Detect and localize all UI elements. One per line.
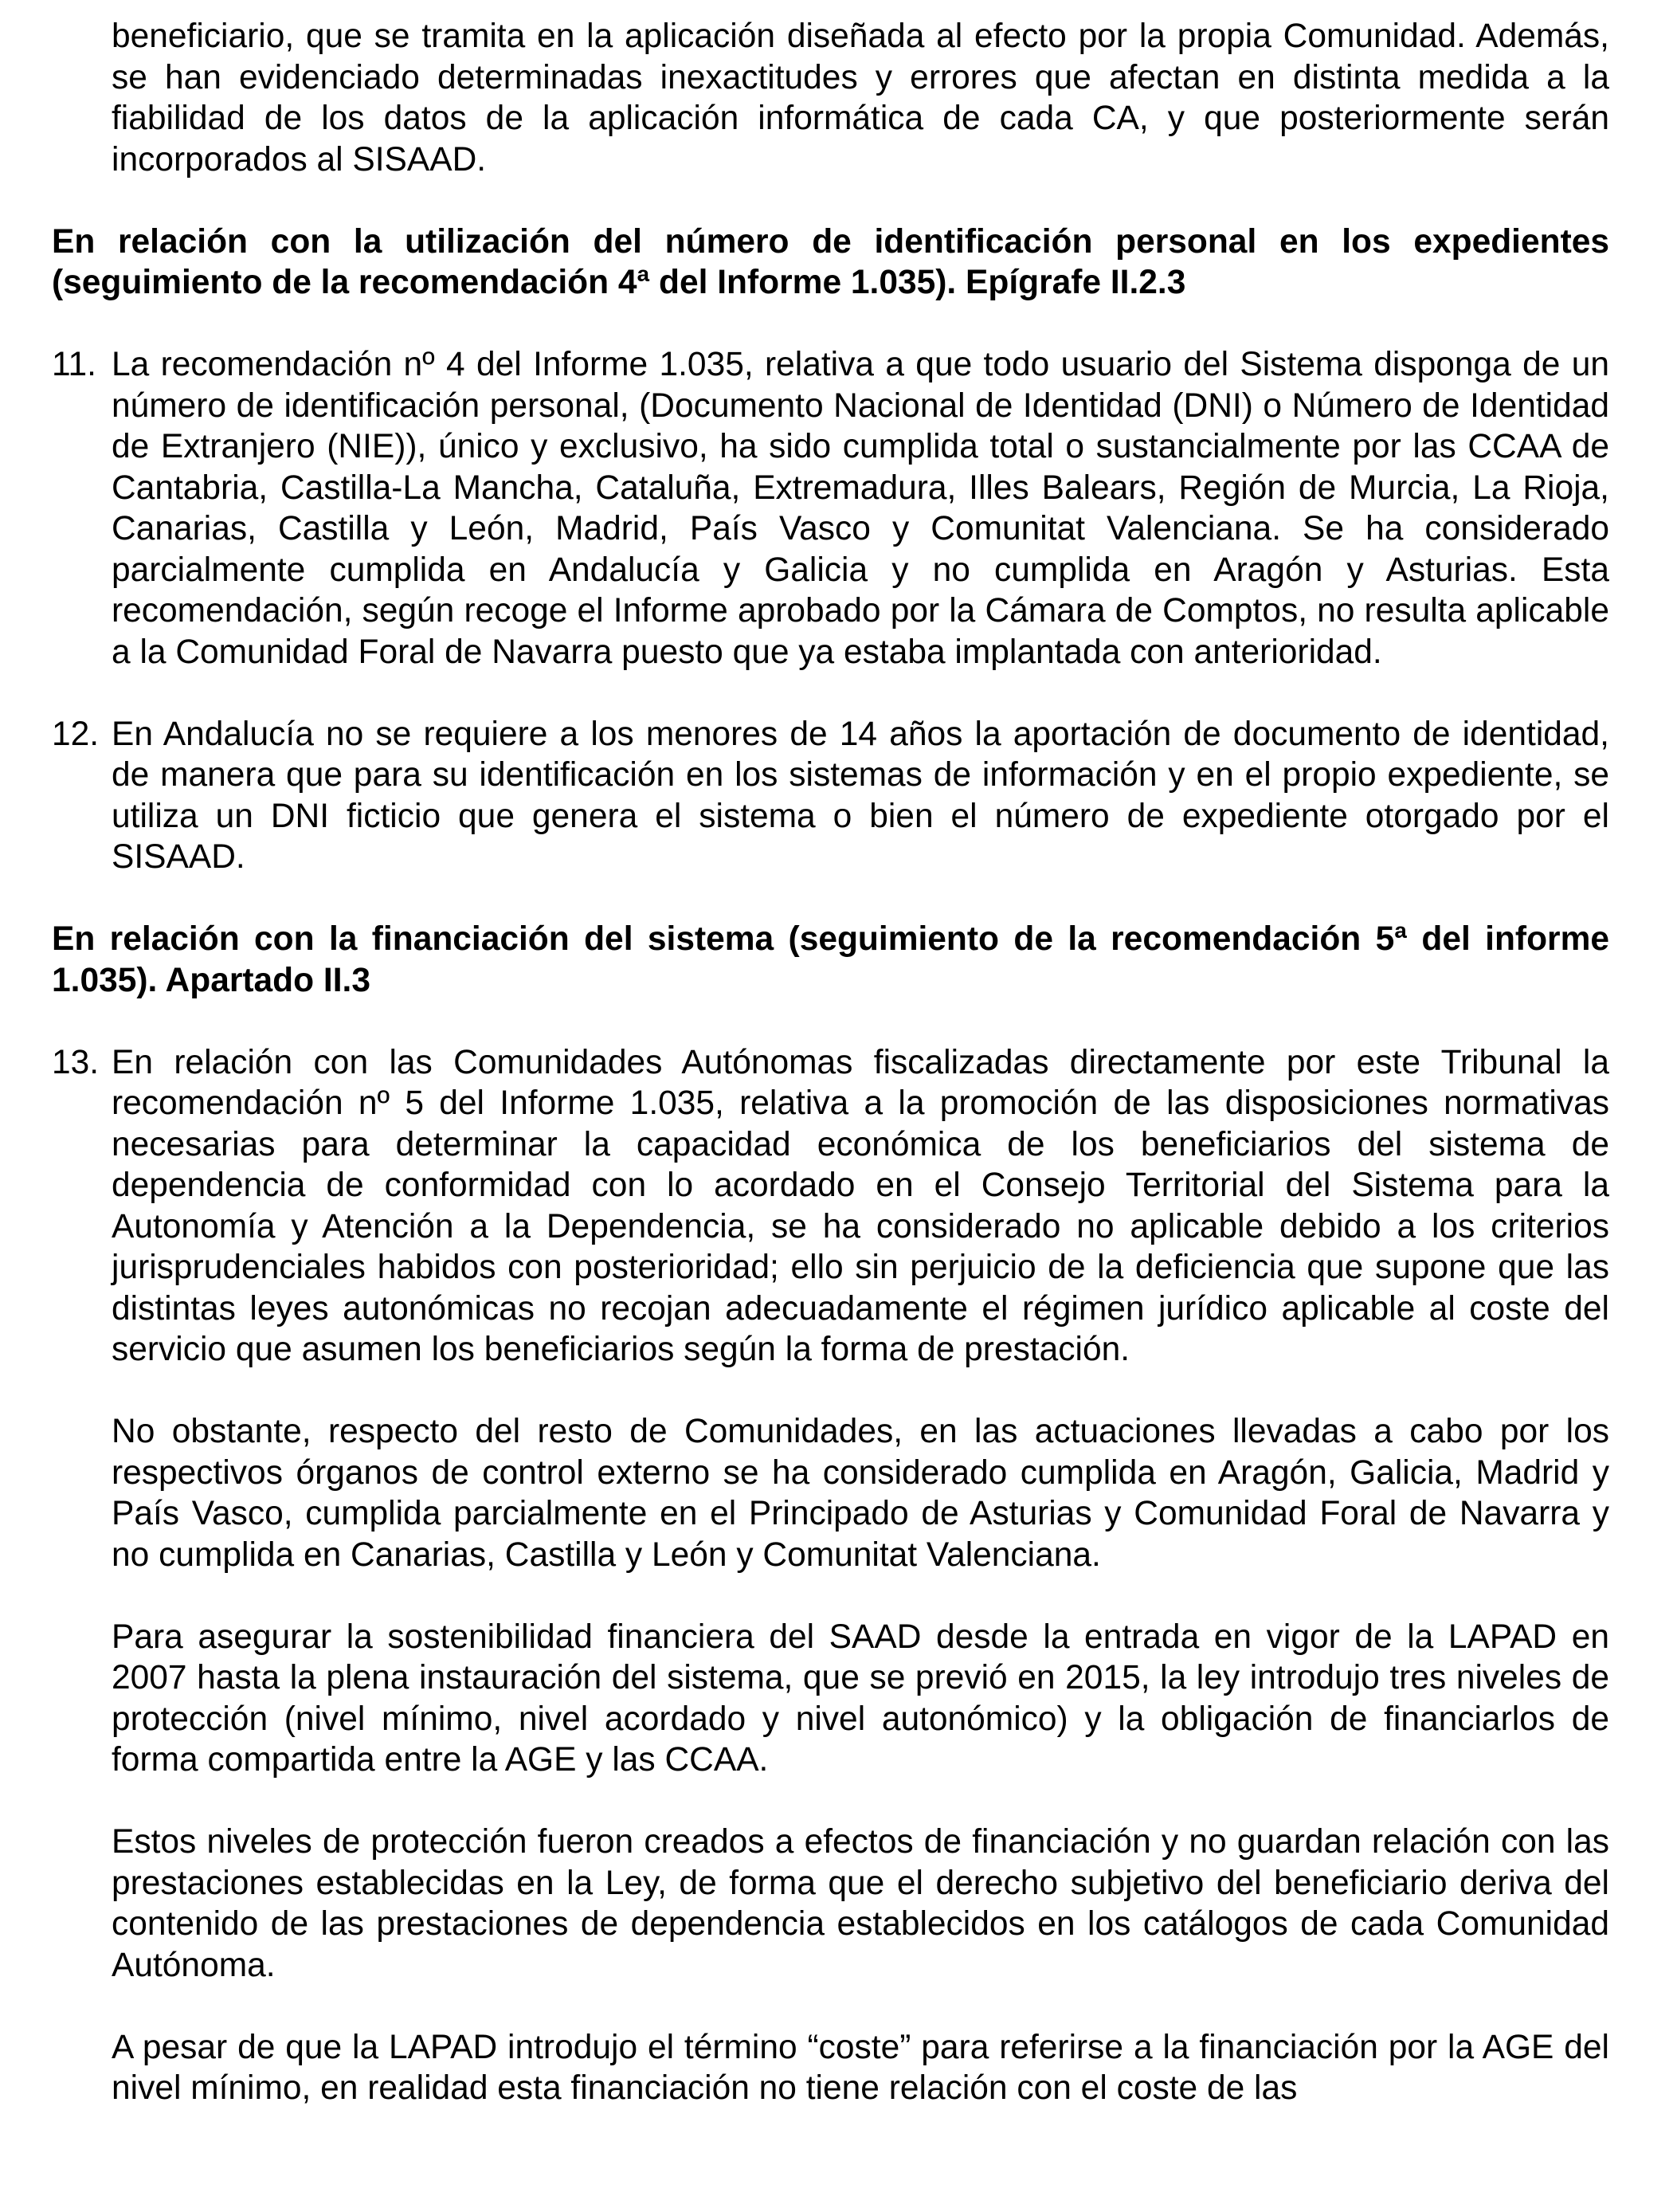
item-number: 12. xyxy=(52,715,100,753)
spacer xyxy=(52,1781,1609,1822)
spacer xyxy=(52,1001,1609,1042)
item-text: La recomendación nº 4 del Informe 1.035, relativa a que todo usuario del Sistema disponga de un número de identificación personal, (Documento Nacional de Identidad (DNI) o Número de Identidad de Extranjero (NIE)), único y exclusivo, ha sido cumplida total o sustancialmente por las CCAA de Cantabria, Castilla-La Mancha, Cataluña, Extremadura, Illes Balears, Región de Murcia, La Rioja, Canarias, Castilla y León, Madrid, País Vasco y Comunitat Valenciana. Se ha considerado parcialmente cumplida en Andalucía y Galicia y no cumplida en Aragón y Asturias. Esta recomendación, según recoge el Informe aprobado por la Cámara de Comptos, no resulta aplicable a la Comunidad Foral de Navarra puesto que ya estaba implantada con anterioridad. xyxy=(112,346,1609,671)
spacer xyxy=(52,673,1609,714)
spacer xyxy=(52,180,1609,222)
item-number: 11. xyxy=(52,346,96,383)
numbered-item-13 xyxy=(52,1042,1609,1371)
spacer xyxy=(52,1371,1609,1412)
paragraph-no-obstante: No obstante, respecto del resto de Comunidades, en las actuaciones llevadas a cabo por los respectivos órganos de control externo se ha considerado cumplida en Aragón, Galicia, Madrid y País Vasco, cumplida parcialmente en el Principado de Asturias y Comunidad Foral de Navarra y no cumplida en Canarias, Castilla y León y Comunitat Valenciana. xyxy=(112,1413,1609,1574)
document-page xyxy=(52,16,1609,2109)
spacer xyxy=(52,304,1609,345)
section-heading-financing: En relación con la financiación del sistema (seguimiento de la recomendación 5ª del informe 1.035). Apartado II.3 xyxy=(52,920,1609,999)
numbered-item-12 xyxy=(52,714,1609,878)
intro-paragraph: beneficiario, que se tramita en la aplicación diseñada al efecto por la propia Comunidad. Además, se han evidenciado determinadas inexactitudes y errores que afectan en distinta medida a la fiabilidad de los datos de la aplicación informática de cada CA, y que posteriormente serán incorporados al SISAAD. xyxy=(112,18,1609,178)
spacer xyxy=(52,1575,1609,1617)
item-text: En Andalucía no se requiere a los menores de 14 años la aportación de documento de identidad, de manera que para su identificación en los sistemas de información y en el propio expediente, se utiliza un DNI ficticio que genera el sistema o bien el número de expediente otorgado por el SISAAD. xyxy=(112,715,1609,876)
item-text: En relación con las Comunidades Autónomas fiscalizadas directamente por este Tribunal la recomendación nº 5 del Informe 1.035, relativa a la promoción de las disposiciones normativas necesarias para determinar la capacidad económica de los beneficiarios del sistema de dependencia de conformidad con lo acordado en el Consejo Territorial del Sistema para la Autonomía y Atención a la Dependencia, se ha considerado no aplicable debido a los criterios jurisprudenciales habidos con posterioridad; ello sin perjuicio de la deficiencia que supone que las distintas leyes autonómicas no recojan adecuadamente el régimen jurídico aplicable al coste del servicio que asumen los beneficiarios según la forma de prestación. xyxy=(112,1043,1609,1368)
section-heading-identification: En relación con la utilización del número de identificación personal en los expedientes (seguimiento de la recomendación 4ª del Informe 1.035). Epígrafe II.2.3 xyxy=(52,222,1609,301)
spacer xyxy=(52,1986,1609,2027)
numbered-item-11 xyxy=(52,344,1609,673)
item-number: 13. xyxy=(52,1043,100,1081)
spacer xyxy=(52,878,1609,920)
paragraph-sostenibilidad: Para asegurar la sostenibilidad financiera del SAAD desde la entrada en vigor de la LAPAD en 2007 hasta la plena instauración del sistema, que se previó en 2015, la ley introdujo tres niveles de protección (nivel mínimo, nivel acordado y nivel autonómico) y la obligación de financiarlos de forma compartida entre la AGE y las CCAA. xyxy=(112,1618,1609,1779)
paragraph-niveles: Estos niveles de protección fueron creados a efectos de financiación y no guardan relación con las prestaciones establecidas en la Ley, de forma que el derecho subjetivo del beneficiario deriva del contenido de las prestaciones de dependencia establecidos en los catálogos de cada Comunidad Autónoma. xyxy=(112,1823,1609,1984)
paragraph-coste: A pesar de que la LAPAD introdujo el término “coste” para referirse a la financiación por la AGE del nivel mínimo, en realidad esta financiación no tiene relación con el coste de las xyxy=(112,2028,1609,2107)
